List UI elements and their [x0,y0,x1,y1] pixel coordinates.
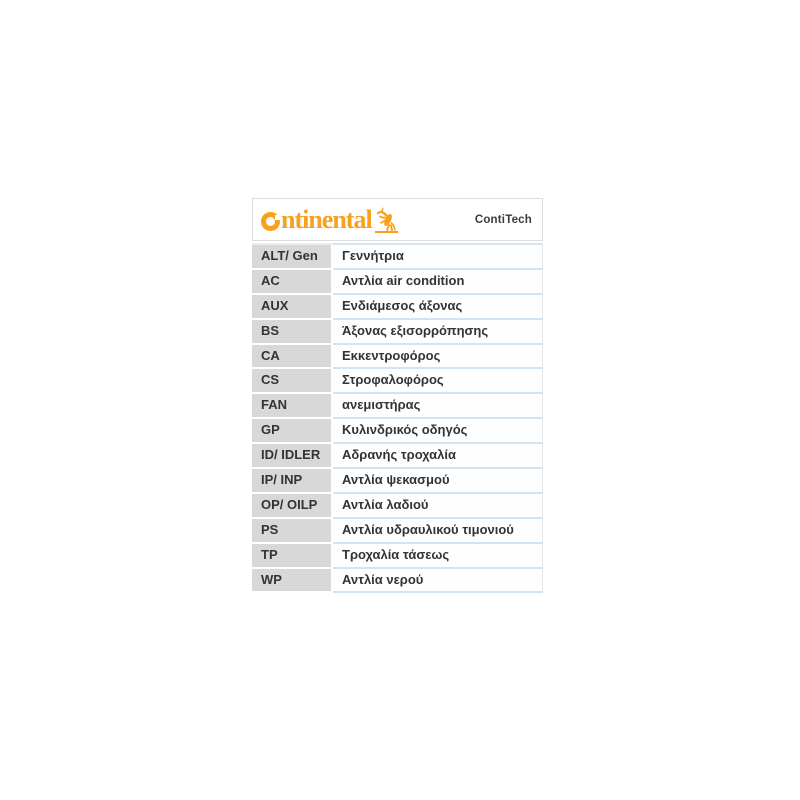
abbreviation-code: BS [252,319,332,344]
legend-row [252,543,543,568]
continental-logo [261,204,398,234]
abbreviation-description: Στροφαλοφόρος [332,368,543,393]
legend-row [252,443,543,468]
legend-row [252,518,543,543]
legend-row [252,244,543,269]
legend-row [252,393,543,418]
legend-row [252,319,543,344]
abbreviation-description: Αδρανής τροχαλία [332,443,543,468]
legend-row [252,468,543,493]
abbreviation-code: CA [252,344,332,369]
legend-row [252,294,543,319]
abbreviation-description: Κυλινδρικός οδηγός [332,418,543,443]
abbreviation-description: ανεμιστήρας [332,393,543,418]
rearing-horse-icon [375,207,398,233]
abbreviation-description: Αντλία υδραυλικού τιμονιού [332,518,543,543]
abbreviation-code: OP/ OILP [252,493,332,518]
abbreviation-code: GP [252,418,332,443]
abbreviation-description: Τροχαλία τάσεως [332,543,543,568]
legend-row [252,418,543,443]
abbreviation-code: ALT/ Gen [252,244,332,269]
legend-row [252,568,543,593]
abbreviation-code: FAN [252,393,332,418]
legend-row [252,368,543,393]
legend-row [252,493,543,518]
abbreviation-description: Άξονας εξισορρόπησης [332,319,543,344]
abbreviation-description: Αντλία ψεκασμού [332,468,543,493]
abbreviation-code: WP [252,568,332,593]
abbreviation-code: CS [252,368,332,393]
contitech-label: ContiTech [474,213,532,226]
abbreviation-code: ID/ IDLER [252,443,332,468]
brand-header [252,198,543,241]
continental-wordmark: ntinental [281,204,372,234]
abbreviation-code: IP/ INP [252,468,332,493]
legend-row [252,269,543,294]
abbreviation-description: Αντλία λαδιού [332,493,543,518]
continental-legend-panel [252,198,543,593]
abbreviation-description: Αντλία νερού [332,568,543,593]
continental-c-ring-icon [261,212,280,231]
abbreviation-description: Εκκεντροφόρος [332,344,543,369]
abbreviation-legend-table [252,243,543,593]
abbreviation-description: Αντλία air condition [332,269,543,294]
abbreviation-code: AUX [252,294,332,319]
abbreviation-description: Γεννήτρια [332,244,543,269]
abbreviation-code: AC [252,269,332,294]
abbreviation-description: Ενδιάμεσος άξονας [332,294,543,319]
abbreviation-code: TP [252,543,332,568]
legend-row [252,344,543,369]
abbreviation-code: PS [252,518,332,543]
